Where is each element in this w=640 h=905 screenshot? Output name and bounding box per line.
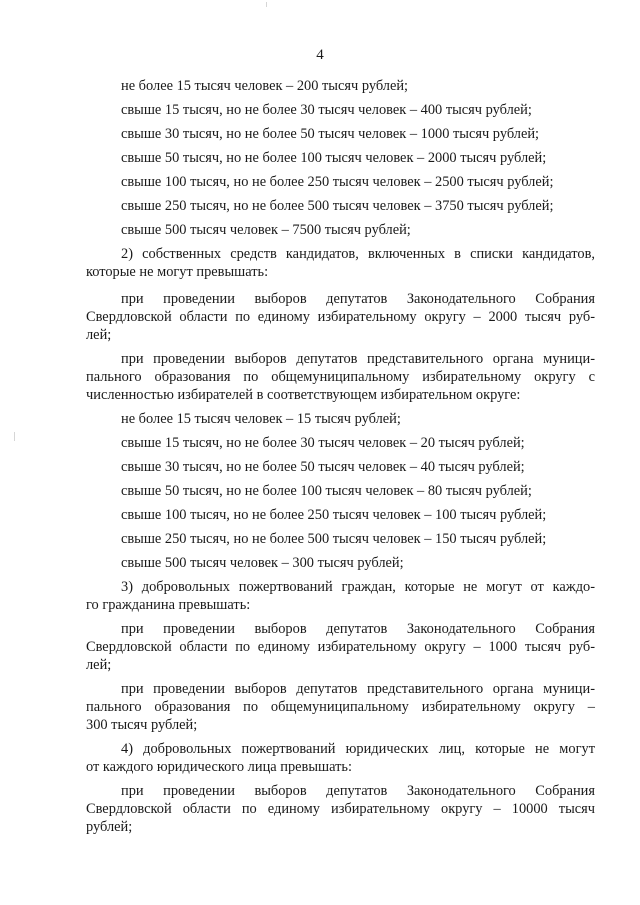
text-line: свыше 15 тысяч, но не более 30 тысяч человек – 400 тысяч рублей;	[121, 102, 532, 118]
text-line: при проведении выборов депутатов Законодательного Собрания	[121, 621, 595, 637]
text-line: свыше 500 тысяч человек – 7500 тысяч рублей;	[121, 222, 411, 238]
text-line: свыше 50 тысяч, но не более 100 тысяч человек – 2000 тысяч рублей;	[121, 150, 547, 166]
text-line: 2) собственных средств кандидатов, включенных в списки кандидатов,	[121, 246, 595, 262]
text-line: которые не могут превышать:	[86, 264, 269, 280]
text-line: при проведении выборов депутатов Законодательного Собрания	[121, 291, 595, 307]
text-line: 3) добровольных пожертвований граждан, которые не могут от каждо-	[121, 579, 595, 595]
text-line: от каждого юридического лица превышать:	[86, 759, 352, 775]
text-line: лей;	[86, 657, 112, 673]
text-line: свыше 30 тысяч, но не более 50 тысяч человек – 1000 тысяч рублей;	[121, 126, 540, 142]
text-line: 300 тысяч рублей;	[86, 717, 198, 733]
text-line: свыше 15 тысяч, но не более 30 тысяч человек – 20 тысяч рублей;	[121, 435, 525, 451]
text-line: Свердловской области по единому избирательному округу – 10000 тысяч	[86, 801, 595, 817]
text-line: го гражданина превышать:	[86, 597, 251, 613]
text-line: при проведении выборов депутатов представительного органа муници-	[121, 681, 595, 697]
text-line: свыше 250 тысяч, но не более 500 тысяч человек – 150 тысяч рублей;	[121, 531, 547, 547]
text-line: не более 15 тысяч человек – 200 тысяч рублей;	[121, 78, 409, 94]
text-line: рублей;	[86, 819, 133, 835]
text-line: пального образования по общемуниципальному избирательному округу с	[86, 369, 595, 385]
text-line: численностью избирателей в соответствующем избирательном округе:	[86, 387, 521, 403]
page-number: 4	[316, 47, 324, 63]
text-line: свыше 250 тысяч, но не более 500 тысяч человек – 3750 тысяч рублей;	[121, 198, 554, 214]
text-line: при проведении выборов депутатов Законодательного Собрания	[121, 783, 595, 799]
text-line: пального образования по общемуниципальному избирательному округу –	[86, 699, 595, 715]
scan-artifact	[266, 2, 267, 7]
text-line: 4) добровольных пожертвований юридических лиц, которые не могут	[121, 741, 595, 757]
text-line: свыше 500 тысяч человек – 300 тысяч рублей;	[121, 555, 404, 571]
text-line: лей;	[86, 327, 112, 343]
scan-artifact	[14, 432, 15, 441]
text-line: Свердловской области по единому избирательному округу – 1000 тысяч руб-	[86, 639, 595, 655]
text-line: свыше 30 тысяч, но не более 50 тысяч человек – 40 тысяч рублей;	[121, 459, 525, 475]
text-line: Свердловской области по единому избирательному округу – 2000 тысяч руб-	[86, 309, 595, 325]
text-line: не более 15 тысяч человек – 15 тысяч рублей;	[121, 411, 401, 427]
text-line: свыше 100 тысяч, но не более 250 тысяч человек – 100 тысяч рублей;	[121, 507, 547, 523]
text-line: при проведении выборов депутатов представительного органа муници-	[121, 351, 595, 367]
text-line: свыше 50 тысяч, но не более 100 тысяч человек – 80 тысяч рублей;	[121, 483, 532, 499]
text-line: свыше 100 тысяч, но не более 250 тысяч человек – 2500 тысяч рублей;	[121, 174, 554, 190]
